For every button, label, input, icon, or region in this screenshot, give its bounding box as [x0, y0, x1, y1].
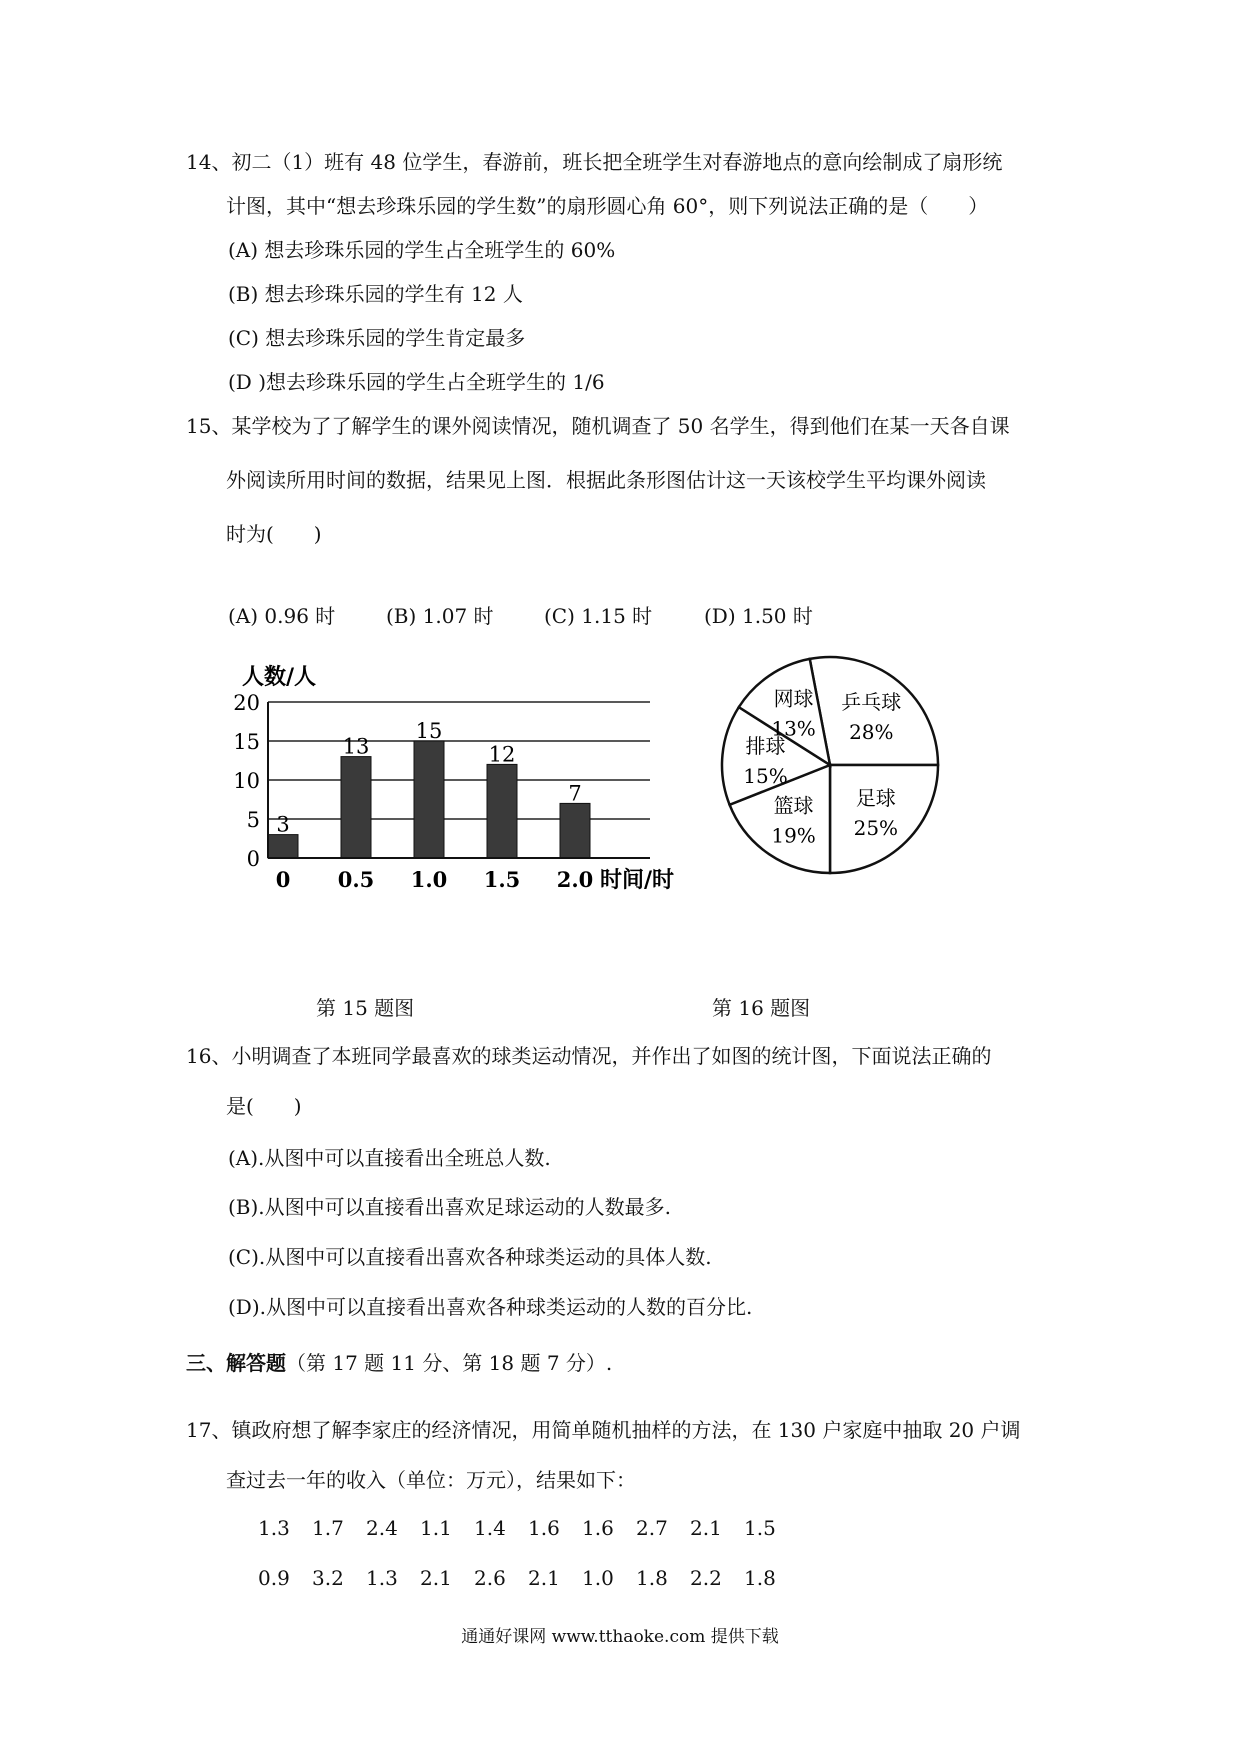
- y-tick-label: 20: [233, 691, 260, 715]
- bar: [414, 741, 444, 858]
- income-value: 2.2: [690, 1566, 722, 1590]
- income-value: 1.4: [474, 1516, 506, 1540]
- income-value: 1.6: [582, 1516, 614, 1540]
- q17-data-row-2: [258, 1566, 818, 1594]
- y-tick-label: 10: [233, 769, 260, 793]
- bar-chart: [230, 655, 700, 915]
- section-heading: [186, 1347, 612, 1376]
- x-tick-label: 0: [275, 867, 291, 892]
- q14-option-d: (D )想去珍珠乐园的学生占全班学生的 1/6: [228, 370, 605, 394]
- income-value: 1.0: [582, 1566, 614, 1590]
- section-title: 三、解答题: [186, 1351, 286, 1375]
- y-tick-label: 5: [246, 808, 260, 832]
- pie-slice-label: 乒乓球: [841, 690, 902, 715]
- income-value: 0.9: [258, 1566, 290, 1590]
- q16-stem-line1: 16、小明调查了本班同学最喜欢的球类运动情况，并作出了如图的统计图，下面说法正确的: [186, 1044, 992, 1068]
- income-value: 2.1: [528, 1566, 560, 1590]
- income-value: 1.5: [744, 1516, 776, 1540]
- q16-option-a: (A).从图中可以直接看出全班总人数.: [228, 1146, 551, 1170]
- income-value: 1.3: [366, 1566, 398, 1590]
- pie-chart: [700, 640, 970, 890]
- income-value: 1.7: [312, 1516, 344, 1540]
- section-note: （第 17 题 11 分、第 18 题 7 分）.: [286, 1351, 613, 1375]
- x-tick-label: 2.0: [556, 867, 594, 892]
- income-value: 1.8: [744, 1566, 776, 1590]
- y-axis-label: 人数/人: [242, 664, 317, 690]
- q17-stem-line1: 17、镇政府想了解李家庄的经济情况，用简单随机抽样的方法，在 130 户家庭中抽取 20 户调: [186, 1418, 1021, 1442]
- figure-16-caption: 第 16 题图: [712, 996, 811, 1020]
- q17-data-row-1: [258, 1516, 818, 1544]
- q15-options: [228, 600, 868, 628]
- income-value: 1.1: [420, 1516, 452, 1540]
- pie-slice-percent: 13%: [771, 716, 816, 741]
- q17-stem-line2: 查过去一年的收入（单位：万元），结果如下：: [226, 1468, 636, 1492]
- q15-option-c: (C) 1.15 时: [544, 604, 653, 628]
- q16-stem-line2: 是( ): [226, 1094, 302, 1118]
- income-value: 2.1: [420, 1566, 452, 1590]
- footer-credit: 通通好课网 www.tthaoke.com 提供下载: [461, 1627, 779, 1647]
- bar: [487, 764, 517, 858]
- pie-slice-label: 足球: [855, 785, 896, 810]
- q14-option-b: (B) 想去珍珠乐园的学生有 12 人: [228, 282, 523, 306]
- income-value: 1.6: [528, 1516, 560, 1540]
- q15-option-a: (A) 0.96 时: [228, 604, 336, 628]
- income-value: 2.1: [690, 1516, 722, 1540]
- q15-option-b: (B) 1.07 时: [386, 604, 494, 628]
- bar-data-label: 15: [415, 719, 443, 743]
- pie-slice-label: 网球: [773, 686, 814, 711]
- q15-option-d: (D) 1.50 时: [704, 604, 813, 628]
- q14-option-c: (C) 想去珍珠乐园的学生肯定最多: [228, 326, 526, 350]
- pie-slice-label: 排球: [745, 733, 786, 758]
- q15-stem-line2: 外阅读所用时间的数据，结果见上图．根据此条形图估计这一天该校学生平均课外阅读: [226, 468, 986, 492]
- q14-stem-line1: 14、初二（1）班有 48 位学生，春游前，班长把全班学生对春游地点的意向绘制成了扇形统: [186, 150, 1003, 174]
- bar-data-label: 3: [276, 812, 290, 837]
- income-value: 2.4: [366, 1516, 398, 1540]
- q15-stem-line3: 时为( ): [226, 522, 322, 546]
- bar-data-label: 12: [488, 742, 516, 767]
- income-value: 1.8: [636, 1566, 668, 1590]
- income-value: 3.2: [312, 1566, 344, 1590]
- pie-slice-percent: 15%: [743, 763, 788, 788]
- bar: [341, 757, 371, 858]
- bar: [560, 803, 590, 858]
- pie-slice-percent: 19%: [771, 823, 816, 848]
- figure-15-caption: 第 15 题图: [316, 996, 415, 1020]
- bar: [268, 835, 298, 858]
- x-tick-label: 1.0: [410, 867, 448, 892]
- q16-option-b: (B).从图中可以直接看出喜欢足球运动的人数最多.: [228, 1195, 672, 1219]
- income-value: 1.3: [258, 1516, 290, 1540]
- q14-stem-line2: 计图，其中“想去珍珠乐园的学生数”的扇形圆心角 60°，则下列说法正确的是（ ）: [226, 194, 989, 218]
- income-value: 2.6: [474, 1566, 506, 1590]
- x-tick-label: 1.5: [483, 867, 521, 892]
- q14-option-a: (A) 想去珍珠乐园的学生占全班学生的 60%: [228, 238, 616, 262]
- x-tick-label: 0.5: [337, 867, 375, 892]
- y-tick-label: 0: [246, 847, 260, 871]
- q16-option-d: (D).从图中可以直接看出喜欢各种球类运动的人数的百分比.: [228, 1295, 753, 1319]
- pie-slice-percent: 25%: [853, 815, 899, 840]
- q15-stem-line1: 15、某学校为了了解学生的课外阅读情况，随机调查了 50 名学生，得到他们在某一天各自课: [186, 414, 1010, 438]
- q16-option-c: (C).从图中可以直接看出喜欢各种球类运动的具体人数.: [228, 1245, 712, 1269]
- bar-data-label: 7: [568, 781, 582, 806]
- bar-data-label: 13: [342, 734, 370, 759]
- x-axis-label: 时间/时: [600, 867, 675, 893]
- income-value: 2.7: [636, 1516, 668, 1540]
- pie-slice-label: 篮球: [773, 793, 814, 818]
- y-tick-label: 15: [233, 730, 260, 754]
- pie-slice-percent: 28%: [849, 720, 894, 745]
